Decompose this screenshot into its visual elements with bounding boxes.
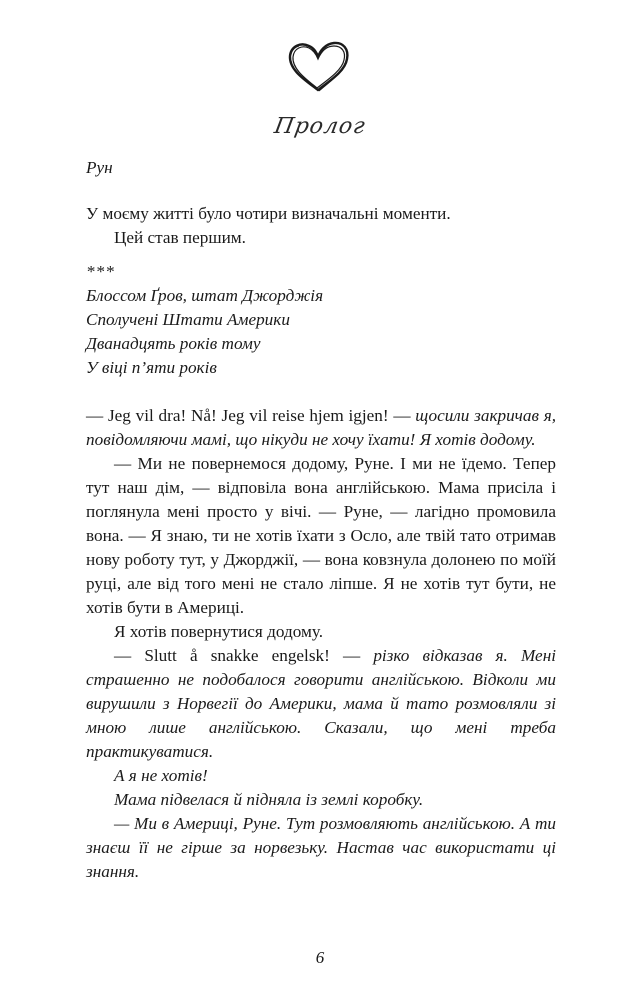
paragraph: А я не хотів! (114, 766, 208, 785)
paragraph (86, 644, 556, 764)
norwegian-quote: — Jeg vil dra! Nå! Jeg vil reise hjem igjen! — (86, 406, 416, 425)
paragraph-text: щосили закричав я, повідомляючи мамі, що нікуди не хочу їхати! Я хотів додому. (86, 406, 556, 449)
paragraph (86, 404, 556, 452)
section-separator: *** (86, 262, 115, 281)
paragraph: — Ми не повернемося додому, Руне. І ми не їдемо. Тепер тут наш дім, — відповіла вона англійською. Мама присіла і поглянула мені просто у вічі. — Руне, — лагідно промовила вона. — Я знаю, ти не хотів їхати з Осло, але твій тато отримав нову роботу тут, у Джорджії, — вона ковзнула долонею по моїй руці, але від того мені не стало ліпше. Я не хотів тут бути, не хотів бути в Америці. (86, 454, 556, 617)
dateline-line: Сполучені Штати Америки (86, 310, 290, 329)
chapter-header (0, 30, 640, 139)
page-number: 6 (315, 948, 325, 967)
paragraph-text: різко відказав я. Мені страшенно не подобалося говорити англійською. Відколи ми вирушили з Норвегії до Америки, мама й тато розмовляли зі мною лише англійською. Сказали, що мені треба практикуватися. (86, 646, 556, 761)
paragraph: — Ми в Америці, Руне. Тут розмовляють англійською. А ти знаєш її не гірше за норвезьку. Настав час використати ці знання. (86, 814, 556, 881)
dateline-line: У віці п’яти років (86, 358, 217, 377)
norwegian-quote: — Slutt å snakke engelsk! — (114, 646, 374, 665)
dateline-line: Дванадцять років тому (86, 334, 261, 353)
dateline (86, 284, 556, 380)
hand-drawn-heart-icon (283, 38, 353, 98)
page-body (86, 150, 556, 884)
dateline-line: Блоссом Ґров, штат Джорджія (86, 286, 324, 305)
paragraph: Я хотів повернутися додому. (114, 622, 324, 641)
chapter-title: Пролог (272, 114, 368, 139)
paragraph: Мама підвелася й підняла із землі коробку. (114, 790, 424, 809)
intro-line-1: У моєму житті було чотири визначальні моменти. (86, 204, 451, 223)
intro-line-2: Цей став першим. (114, 228, 246, 247)
narrator-name: Рун (86, 158, 113, 177)
